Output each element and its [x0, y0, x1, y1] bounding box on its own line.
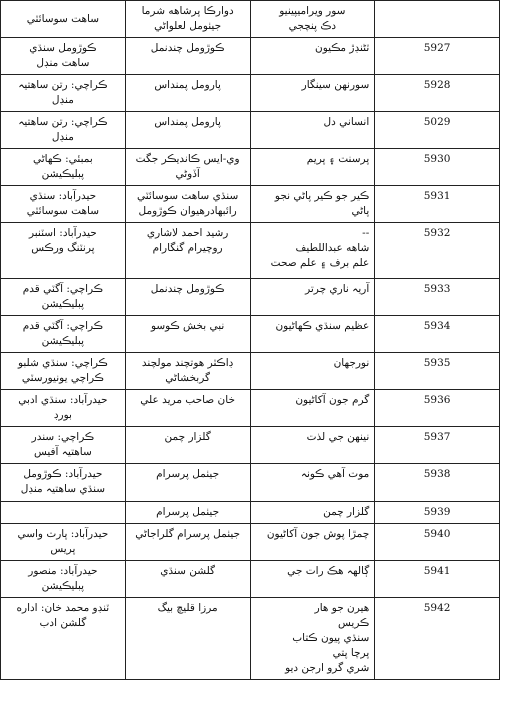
serial-cell: 5928 [375, 75, 500, 112]
publisher-cell [1, 149, 126, 186]
author-cell [125, 279, 250, 316]
publisher-cell-line: ڪراچي: سندر [31, 431, 95, 443]
publisher-cell-line: پبليڪيشن [41, 335, 85, 347]
title-cell-line: گرم جون آکاڻيون [295, 394, 370, 406]
publisher-cell-line: بمبئي: ڪهاڻي [32, 153, 93, 165]
author-cell-line: وي-ايس ڪانديڪر جگت آڏوڻي [135, 153, 240, 180]
serial-cell: 5939 [375, 502, 500, 524]
title-cell-line: نورجهان [333, 357, 370, 369]
publisher-cell-line: گلشن ادب [39, 617, 87, 629]
author-cell [125, 186, 250, 223]
serial-cell: 5937 [375, 427, 500, 464]
publisher-cell-line: ڪراچي: آگٽي قدم [22, 320, 103, 332]
table-row [1, 279, 500, 316]
author-cell [125, 149, 250, 186]
author-cell-line: جيٺمل پرسرام [156, 468, 220, 480]
serial-cell: 5930 [375, 149, 500, 186]
title-cell-line: شري گرو ارجن ديو [285, 662, 370, 674]
table-row [1, 186, 500, 223]
title-cell [250, 149, 375, 186]
publisher-cell-line: ٽنڊو محمد خان: اداره [16, 602, 110, 614]
table-header-row [1, 1, 500, 38]
author-cell [125, 390, 250, 427]
table-row [1, 316, 500, 353]
author-cell [125, 524, 250, 561]
author-cell-line: ڪوڙومل چندنمل [150, 42, 225, 54]
title-cell-line: پرچا پتي [332, 647, 370, 659]
publisher-cell [1, 524, 126, 561]
author-cell-line: پارومل پمنداس [154, 116, 221, 128]
publisher-cell [1, 223, 126, 279]
title-cell [250, 561, 375, 598]
table-row [1, 390, 500, 427]
table-body [1, 38, 500, 680]
publisher-cell-line: ڪراچي يونيورسٽي [21, 372, 104, 384]
title-cell [250, 112, 375, 149]
publisher-cell [1, 186, 126, 223]
publisher-cell-line: ساهت سوسائٽي [26, 205, 99, 217]
title-cell [250, 38, 375, 75]
table-row [1, 75, 500, 112]
serial-cell: 5931 [375, 186, 500, 223]
publisher-cell [1, 279, 126, 316]
publisher-cell-line: بورڊ [53, 409, 72, 421]
author-cell-line: سنڌي ساهت سوسائٽي [136, 190, 239, 202]
table-row [1, 561, 500, 598]
author-cell [125, 75, 250, 112]
serial-cell: 5940 [375, 524, 500, 561]
publisher-cell-line: پبليڪيشن [41, 580, 85, 592]
publisher-cell-line: حيدرآباد: ڪوڙومل [23, 468, 103, 480]
author-cell-line: نبي بخش ڪوسو [150, 320, 225, 332]
author-cell-line: ڊاڪٽر هوتچند مولچند گربخشاڻي [141, 357, 234, 384]
author-cell [125, 38, 250, 75]
title-cell [250, 524, 375, 561]
author-cell-line: گلزار چمن [164, 431, 211, 443]
table-row [1, 524, 500, 561]
title-cell-line: ڪير جو ڪير پاڻي نجو پاڻي [274, 190, 370, 217]
publisher-cell-line: ڪوڙومل سنڌي [29, 42, 97, 54]
title-cell-line: انساني دل [323, 116, 370, 128]
author-cell [125, 427, 250, 464]
table-row [1, 464, 500, 502]
title-cell-line: ٽڻنڊڙ مڪيون [315, 42, 370, 54]
publisher-cell-line: حيدرآباد: پارت واسي [17, 528, 109, 540]
author-cell-line: جيٺمل پرسرام [156, 506, 220, 518]
publisher-cell [1, 112, 126, 149]
title-cell-line: پرسنت ۽ پريم [306, 153, 370, 165]
author-cell-line: پارومل پمنداس [154, 79, 221, 91]
title-cell-line: موت آهي ڪونہ [300, 468, 370, 480]
publisher-cell-line: ڪراچي: سنڌي شلبو [17, 357, 108, 369]
title-cell [250, 223, 375, 279]
publisher-cell-line: حيدرآباد: سنڌي [29, 190, 97, 202]
table-row [1, 38, 500, 75]
publisher-cell-line: حيدرآباد: منصور [28, 565, 98, 577]
author-cell-line: خان صاحب مريد علي [140, 394, 235, 406]
publisher-cell-line: ڪراچي: آگٽي قدم [22, 283, 103, 295]
serial-cell: 5029 [375, 112, 500, 149]
title-cell-line: علم برف ۽ علم صحت [270, 257, 370, 269]
author-cell [125, 464, 250, 502]
title-cell [250, 353, 375, 390]
table-row [1, 598, 500, 680]
author-cell [125, 223, 250, 279]
title-cell-line: چمڙا پوش جون آکاڻيون [266, 528, 370, 540]
publisher-cell-line: پريس [50, 543, 76, 555]
serial-cell: 5934 [375, 316, 500, 353]
table-row [1, 112, 500, 149]
title-cell [250, 75, 375, 112]
author-cell-line: گلشن سنڌي [160, 565, 216, 577]
title-cell [250, 427, 375, 464]
title-cell-line: هيرن جو هار [314, 602, 370, 614]
title-cell-line: آريہ ناري چرتر [305, 283, 370, 295]
publisher-cell [1, 353, 126, 390]
publisher-cell [1, 316, 126, 353]
publisher-cell-line: منڊل [51, 131, 74, 143]
table-row [1, 223, 500, 279]
publisher-cell-line: ساهت منڊل [36, 57, 90, 69]
table-row [1, 353, 500, 390]
publisher-cell-line: منڊل [51, 94, 74, 106]
publisher-cell-line: پبليڪيشن [41, 298, 85, 310]
title-cell-line: ڪريس [338, 617, 370, 629]
title-cell-line: شاهه عبداللطيف [295, 242, 370, 254]
title-cell [250, 279, 375, 316]
publisher-cell [1, 502, 126, 524]
author-cell-line: مرزا قليچ بيگ [157, 602, 218, 614]
table-row [1, 149, 500, 186]
title-cell [250, 390, 375, 427]
header-publisher: ساهت سوسائٽي [1, 1, 126, 38]
title-cell-line: ڳالهہ هڪ رات جي [287, 565, 370, 577]
publisher-cell [1, 561, 126, 598]
title-cell-line: -- [362, 227, 370, 239]
publisher-cell [1, 38, 126, 75]
title-cell-line: گلزار چمن [323, 506, 370, 518]
publisher-cell [1, 427, 126, 464]
author-cell-line: روچيرام گنگارام [152, 242, 223, 254]
serial-cell: 5941 [375, 561, 500, 598]
header-author: دوارڪا پرشاهه شرما جيٺومل لعلواڻي [125, 1, 250, 38]
publisher-cell [1, 598, 126, 680]
title-cell [250, 502, 375, 524]
title-cell [250, 598, 375, 680]
publisher-cell-line: حيدرآباد: اسٽنبر [28, 227, 97, 239]
publisher-cell-line: ساهتيہ آفيس [33, 446, 92, 458]
serial-cell: 5942 [375, 598, 500, 680]
author-cell-line: ڪوڙومل چندنمل [150, 283, 225, 295]
author-cell-line: رائبهادرهيوان ڪوڙومل [138, 205, 237, 217]
table-row [1, 427, 500, 464]
author-cell [125, 598, 250, 680]
table-row [1, 502, 500, 524]
author-cell-line: جيٺمل پرسرام گلراجاڻي [135, 528, 241, 540]
header-serial [375, 1, 500, 38]
publisher-cell [1, 464, 126, 502]
author-cell [125, 353, 250, 390]
publisher-cell-line: ڪراچي: رتن ساهتيہ [18, 79, 108, 91]
publisher-cell-line: پرنٽنگ ورڪس [31, 242, 95, 254]
title-cell [250, 464, 375, 502]
title-cell [250, 186, 375, 223]
title-cell-line: سنڌي پيون ڪتاب [292, 632, 370, 644]
author-cell [125, 561, 250, 598]
publisher-cell [1, 75, 126, 112]
title-cell-line: سورنهن سينگار [301, 79, 370, 91]
serial-cell: 5938 [375, 464, 500, 502]
serial-cell: 5936 [375, 390, 500, 427]
author-cell-line: رشيد احمد لاشاري [146, 227, 229, 239]
publisher-cell-line: ڪراچي: رتن ساهتيہ [18, 116, 108, 128]
header-title: سور ويراميپينيو دڪ پنچجي [250, 1, 375, 38]
author-cell [125, 502, 250, 524]
publisher-cell-line: پبليڪيشن [41, 168, 85, 180]
title-cell [250, 316, 375, 353]
publisher-cell-line: حيدرآباد: سنڌي ادبي [18, 394, 108, 406]
author-cell [125, 112, 250, 149]
serial-cell: 5932 [375, 223, 500, 279]
serial-cell: 5933 [375, 279, 500, 316]
publisher-cell [1, 390, 126, 427]
serial-cell: 5935 [375, 353, 500, 390]
author-cell [125, 316, 250, 353]
title-cell-line: عظيم سنڌي ڪهاڻيون [275, 320, 370, 332]
title-cell-line: نينهن جي لذت [306, 431, 370, 443]
publisher-cell-line: سنڌي ساهتيہ منڊل [20, 483, 106, 495]
serial-cell: 5927 [375, 38, 500, 75]
